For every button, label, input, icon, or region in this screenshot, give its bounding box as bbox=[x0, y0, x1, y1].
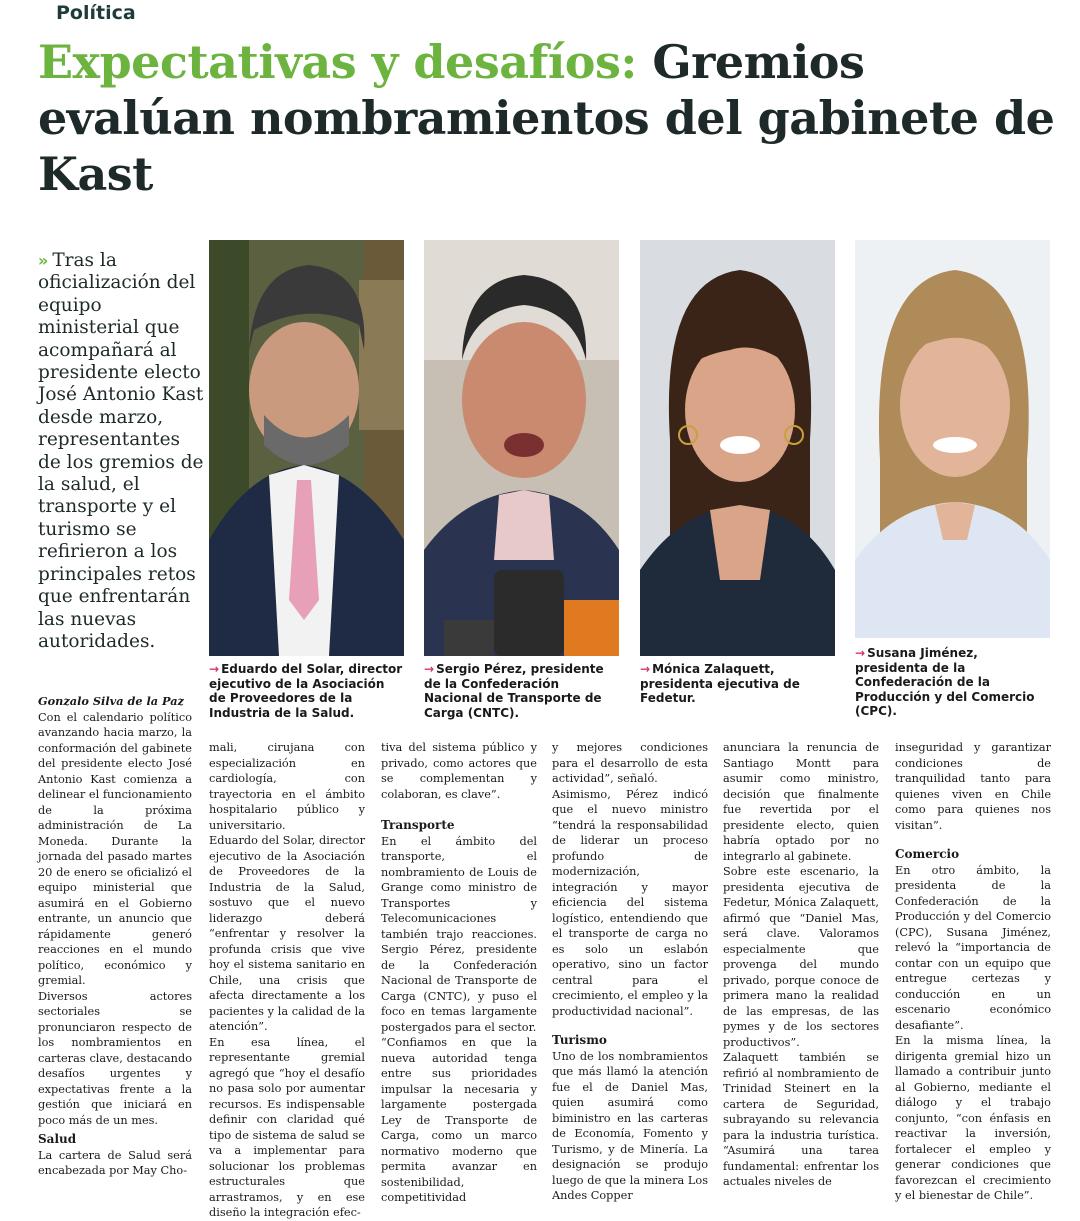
lede-quote-mark: » bbox=[38, 251, 49, 270]
paragraph: En otro ámbito, la presidenta de la Confederación de la Producción y del Comercio (CPC), Susana Jiménez, relevó la “importancia de contar con un equipo que entregue certezas y conducción en un escenario económico desafiante”. bbox=[895, 863, 1051, 1032]
subheading-comercio: Comercio bbox=[895, 847, 960, 861]
paragraph: Uno de los nombramientos que más llamó la atención fue el de Daniel Mas, quien asumirá como biministro en las carteras de Economía, Fomento y Turismo, y de Minería. La designación se produjo luego de que la minera Los Andes Copper bbox=[552, 1049, 708, 1202]
caption-sergio-perez bbox=[424, 662, 619, 720]
caption-monica-zalaquett bbox=[640, 662, 835, 706]
headline-rest: Gremios evalúan nombramientos del gabinete de Kast bbox=[38, 35, 1055, 201]
paragraph: y mejores condiciones para el desarrollo de esta actividad”, señaló. bbox=[552, 741, 708, 785]
paragraph: En el ámbito del transporte, el nombramiento de Louis de Grange como ministro de Transportes y Telecomunicaciones también trajo reacciones. Sergio Pérez, presidente de la Confederación Nacional de Transporte de Carga (CNTC), y puso el foco en temas largamente postergados para el sector. bbox=[381, 834, 537, 1034]
paragraph: La cartera de Salud será encabezada por May Cho- bbox=[38, 1148, 192, 1177]
paragraph: Con el calendario político avanzando hacia marzo, la conformación del gabinete del presidente electo José Antonio Kast comienza a delinear el funcionamiento de la próxima administración de La Moneda. Durante la jornada del pasado martes 20 de enero se oficializó el equipo ministerial que asumirá en el Gobierno entrante, un anuncio que rápidamente generó reacciones en el mundo político, económico y gremial. bbox=[38, 710, 192, 987]
article-column-4 bbox=[552, 740, 708, 1204]
photo-monica-zalaquett bbox=[640, 240, 835, 656]
lede bbox=[38, 250, 208, 653]
paragraph: anunciara la renuncia de Santiago Montt para asumir como ministro, decisión que finalmente fue revertida por el presidente electo, quien habría optado por no integrarlo al gabinete. bbox=[723, 741, 879, 863]
photo-sergio-perez bbox=[424, 240, 619, 656]
article-column-6 bbox=[895, 740, 1051, 1204]
photo-eduardo-del-solar bbox=[209, 240, 404, 656]
paragraph: tiva del sistema público y privado, como actores que se complementan y colaboran, es clave”. bbox=[381, 741, 537, 801]
paragraph: Diversos actores sectoriales se pronunciaron respecto de los nombramientos en carteras clave, destacando desafíos urgentes y expectativas frente a la gestión que iniciará en poco más de un mes. bbox=[38, 989, 192, 1127]
arrow-icon: → bbox=[640, 662, 651, 676]
headline bbox=[38, 34, 1068, 202]
article-column-2 bbox=[209, 740, 365, 1221]
caption-text: Sergio Pérez, presidente de la Confederación Nacional de Transporte de Carga (CNTC). bbox=[424, 662, 604, 720]
article-column-3 bbox=[381, 740, 537, 1206]
article-column-5 bbox=[723, 740, 879, 1190]
subheading-transporte: Transporte bbox=[381, 818, 455, 832]
caption-text: Mónica Zalaquett, presidenta ejecutiva de Fedetur. bbox=[640, 662, 800, 706]
arrow-icon: → bbox=[855, 646, 866, 660]
paragraph: Sobre este escenario, la presidenta ejecutiva de Fedetur, Mónica Zalaquett, afirmó que “Daniel Mas, será clave. Valoramos especialmente que provenga del mundo privado, porque conoce de primera mano la realidad de las empresas, de las pymes y de los sectores productivos”. bbox=[723, 865, 879, 1049]
paragraph: mali, cirujana con especialización en cardiología, con trayectoria en el ámbito hospitalario público y universitario. bbox=[209, 741, 365, 832]
section-label: Política bbox=[56, 2, 136, 24]
lede-text: Tras la oficialización del equipo ministerial que acompañará al presidente electo José Antonio Kast desde marzo, representantes de los gremios de la salud, el transporte y el turismo se refirieron a los principales retos que enfrentarán las nuevas autoridades. bbox=[38, 250, 204, 652]
caption-susana-jimenez bbox=[855, 646, 1050, 719]
headline-highlight: Expectativas y desafíos: bbox=[38, 35, 637, 89]
paragraph: Eduardo del Solar, director ejecutivo de la Asociación de Proveedores de la Industria de la Salud, sostuvo que el nuevo liderazgo deberá “enfrentar y resolver la profunda crisis que vive hoy el sistema sanitario en Chile, una crisis que afecta directamente a los pacientes y la calidad de la atención”. bbox=[209, 834, 365, 1033]
caption-text: Susana Jiménez, presidenta de la Confederación de la Producción y del Comercio (CPC). bbox=[855, 646, 1035, 719]
article-column-1 bbox=[38, 694, 192, 1179]
paragraph: Zalaquett también se refirió al nombramiento de Trinidad Steinert en la cartera de Seguridad, subrayando su relevancia para la industria turística. “Asumirá una tarea fundamental: enfrentar los actuales niveles de bbox=[723, 1051, 879, 1188]
photo-susana-jimenez bbox=[855, 240, 1050, 638]
paragraph: En la misma línea, la dirigenta gremial hizo un llamado a contribuir junto al Gobierno, mediante el diálogo y el trabajo conjunto, “con énfasis en reactivar la inversión, fortalecer el empleo y generar condiciones que favorezcan el crecimiento y el bienestar de Chile”. bbox=[895, 1034, 1051, 1202]
arrow-icon: → bbox=[424, 662, 435, 676]
caption-text: Eduardo del Solar, director ejecutivo de la Asociación de Proveedores de la Industria de la Salud. bbox=[209, 662, 403, 720]
paragraph: Asimismo, Pérez indicó que el nuevo ministro “tendrá la responsabilidad de liderar un proceso profundo de modernización, integración y mayor eficiencia del sistema logístico, entendiendo que el transporte de carga no es solo un eslabón operativo, sino un factor central para el crecimiento, el empleo y la productividad nacional”. bbox=[552, 787, 708, 1018]
arrow-icon: → bbox=[209, 662, 220, 676]
paragraph: “Confiamos en que la nueva autoridad tenga entre sus prioridades impulsar la necesaria y largamente postergada Ley de Transporte de Carga, como un marco normativo moderno que permita avanzar en sostenibilidad, competitividad bbox=[381, 1036, 537, 1204]
subheading-turismo: Turismo bbox=[552, 1033, 607, 1047]
byline: Gonzalo Silva de la Paz bbox=[38, 694, 184, 708]
caption-eduardo-del-solar bbox=[209, 662, 404, 720]
paragraph: inseguridad y garantizar condiciones de tranquilidad tanto para quienes viven en Chile como para quienes nos visitan”. bbox=[895, 741, 1051, 832]
paragraph: En esa línea, el representante gremial agregó que “hoy el desafío no pasa solo por aumentar recursos. Es indispensable definir con claridad qué tipo de sistema de salud se va a implementar para solucionar los problemas estructurales que arrastramos, y en ese diseño la integración efec- bbox=[209, 1035, 365, 1219]
subheading-salud: Salud bbox=[38, 1132, 77, 1146]
